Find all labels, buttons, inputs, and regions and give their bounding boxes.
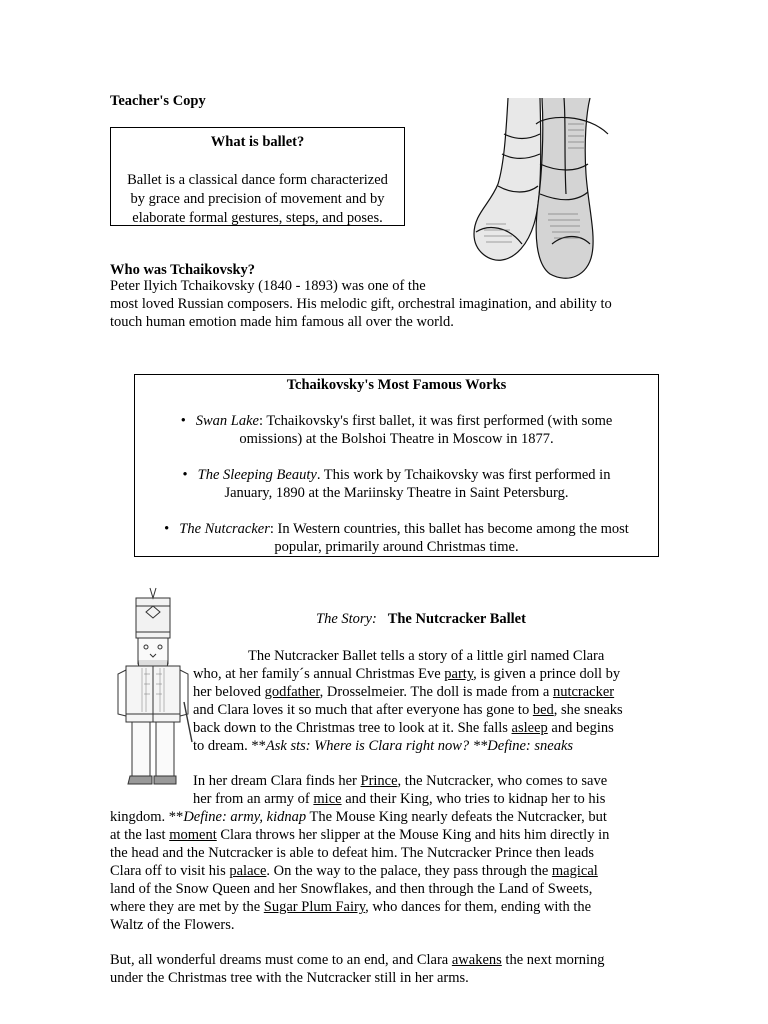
work-description: omissions) at the Bolshoi Theatre in Moscow in 1877.	[239, 431, 554, 447]
story-text-line: Waltz of the Flowers.	[110, 917, 235, 933]
bullet-icon: •	[164, 521, 170, 537]
list-item	[135, 466, 658, 502]
story-text-line: to dream. **Ask sts: Where is Clara right now? **Define: sneaks	[193, 738, 574, 754]
bullet-icon: •	[180, 413, 186, 429]
famous-works-box	[134, 374, 659, 557]
work-description: January, 1890 at the Mariinsky Theatre in Saint Petersburg.	[224, 485, 569, 501]
vocab-bed: bed	[532, 702, 554, 718]
story-text-line: under the Christmas tree with the Nutcracker still in her arms.	[110, 970, 469, 986]
famous-works-title: Tchaikovsky's Most Famous Works	[286, 377, 507, 393]
teacher-note: Define: army, kidnap	[183, 809, 307, 825]
work-title: The Nutcracker	[179, 521, 270, 537]
story-text-line: land of the Snow Queen and her Snowflakes, and then through the Land of Sweets,	[110, 881, 593, 897]
nutcracker-soldier-illustration	[110, 584, 196, 790]
story-text-line: where they are met by the Sugar Plum Fairy, who dances for them, ending with the	[110, 899, 592, 915]
work-description: : In Western countries, this ballet has become among the most	[269, 521, 629, 537]
ballet-definition-line: elaborate formal gestures, steps, and poses.	[132, 210, 383, 226]
story-text-line: the head and the Nutcracker is able to defeat him. The Nutcracker Prince then leads	[110, 845, 595, 861]
tchaikovsky-heading: Who was Tchaikovsky?	[110, 262, 256, 278]
ballet-definition-line: by grace and precision of movement and by	[130, 191, 385, 207]
tchaikovsky-text-line: most loved Russian composers. His melodic gift, orchestral imagination, and ability to	[110, 296, 612, 312]
vocab-awakens: awakens	[451, 952, 502, 968]
story-text-line: at the last moment Clara throws her slipper at the Mouse King and hits him directly in	[110, 827, 610, 843]
story-text-line: In her dream Clara finds her Prince, the Nutcracker, who comes to save	[193, 773, 608, 789]
story-text-line: her from an army of mice and their King, who tries to kidnap her to his	[193, 791, 606, 807]
story-title: The Nutcracker Ballet	[387, 611, 526, 627]
famous-works-list	[135, 412, 658, 556]
story-text-line: her beloved godfather, Drosselmeier. The doll is made from a nutcracker	[193, 684, 615, 700]
work-title: Swan Lake	[195, 413, 259, 429]
bullet-icon: •	[182, 467, 188, 483]
vocab-mice: mice	[313, 791, 342, 807]
work-description: popular, primarily around Christmas time.	[274, 539, 519, 555]
story-text-line: who, at her family´s annual Christmas Eve party, is given a prince doll by	[193, 666, 621, 682]
tchaikovsky-text-line: Peter Ilyich Tchaikovsky (1840 - 1893) was one of the	[110, 278, 426, 294]
vocab-party: party	[444, 666, 474, 682]
vocab-nutcracker: nutcracker	[552, 684, 615, 700]
ballet-pointe-shoes-illustration	[468, 94, 628, 282]
list-item	[135, 412, 658, 448]
work-description: : Tchaikovsky's first ballet, it was first performed (with some	[259, 413, 613, 429]
ballet-box-title: What is ballet?	[210, 134, 305, 150]
list-item	[135, 520, 658, 556]
tchaikovsky-text-line: touch human emotion made him famous all over the world.	[110, 314, 454, 330]
work-description: . This work by Tchaikovsky was first performed in	[316, 467, 611, 483]
vocab-sugar-plum-fairy: Sugar Plum Fairy	[263, 899, 366, 915]
teacher-note: Ask sts: Where is Clara right now? **Define: sneaks	[265, 738, 574, 754]
vocab-asleep: asleep	[511, 720, 548, 736]
ballet-definition-line: Ballet is a classical dance form characterized	[127, 172, 388, 188]
vocab-palace: palace	[229, 863, 267, 879]
what-is-ballet-box	[110, 127, 405, 226]
story-text-line: Clara off to visit his palace. On the way to the palace, they pass through the magical	[110, 863, 598, 879]
story-text-line: and Clara loves it so much that after everyone has gone to bed, she sneaks	[193, 702, 623, 718]
story-heading	[316, 610, 526, 628]
story-label: The Story:	[316, 611, 377, 627]
ballet-definition	[111, 171, 404, 228]
story-text-line: The Nutcracker Ballet tells a story of a little girl named Clara	[248, 648, 605, 664]
teacher-copy-label: Teacher's Copy	[110, 93, 206, 109]
story-text-line: kingdom. **Define: army, kidnap The Mouse King nearly defeats the Nutcracker, but	[110, 809, 607, 825]
work-title: The Sleeping Beauty	[197, 467, 317, 483]
story-text-line: But, all wonderful dreams must come to an end, and Clara awakens the next morning	[110, 952, 605, 968]
story-text-line: back down to the Christmas tree to look at it. She falls asleep and begins	[193, 720, 614, 736]
vocab-moment: moment	[169, 827, 217, 843]
vocab-prince: Prince	[360, 773, 398, 789]
vocab-godfather: godfather	[264, 684, 320, 700]
vocab-magical: magical	[551, 863, 598, 879]
